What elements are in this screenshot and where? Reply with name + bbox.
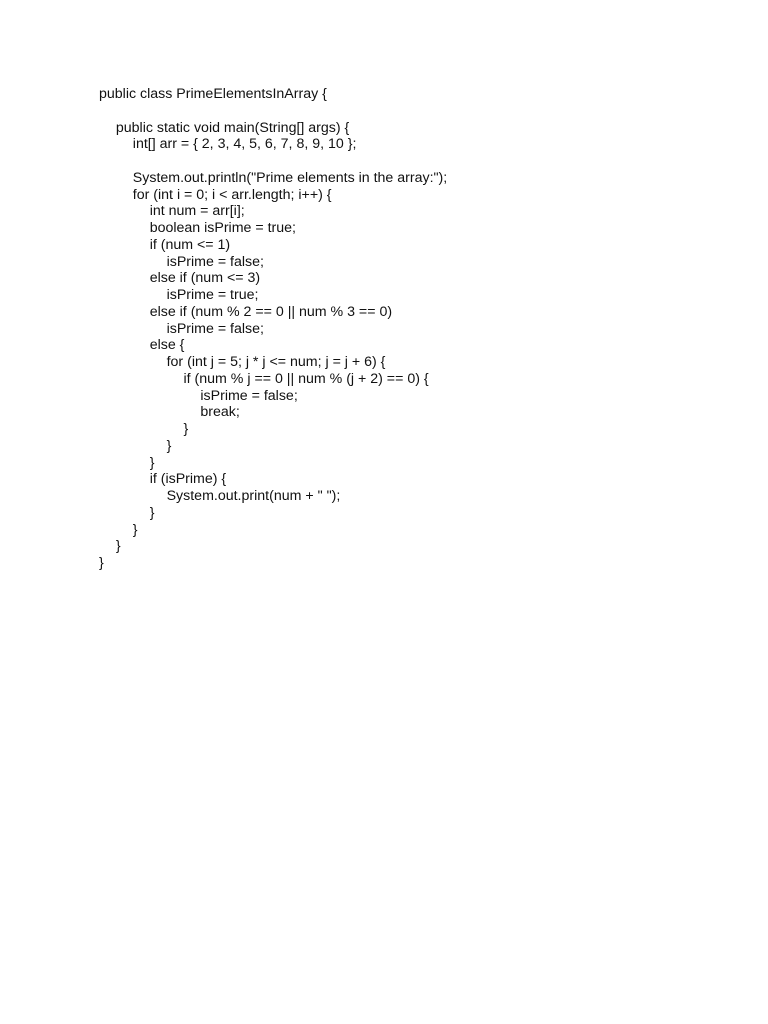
code-line: else if (num <= 3)	[149, 270, 261, 287]
code-line: int[] arr = { 2, 3, 4, 5, 6, 7, 8, 9, 10 };	[132, 136, 357, 153]
code-line: for (int i = 0; i < arr.length; i++) {	[132, 186, 332, 203]
code-line: int num = arr[i];	[149, 203, 245, 220]
code-line: }	[183, 421, 189, 437]
code-line: }	[166, 437, 172, 454]
code-line: }	[149, 504, 155, 521]
code-line: if (num % j == 0 || num % (j + 2) == 0) {	[183, 370, 429, 387]
code-line: isPrime = false;	[166, 253, 264, 270]
code-line: break;	[200, 404, 240, 421]
code-line: if (isPrime) {	[149, 471, 227, 488]
code-line: boolean isPrime = true;	[149, 220, 296, 236]
code-line: System.out.print(num + " ");	[166, 488, 341, 504]
code-line: isPrime = false;	[200, 387, 298, 404]
code-line	[99, 103, 447, 120]
code-block	[99, 86, 447, 572]
code-line: else if (num % 2 == 0 || num % 3 == 0)	[149, 303, 393, 320]
code-line: isPrime = false;	[166, 320, 264, 337]
code-line: isPrime = true;	[166, 287, 259, 303]
code-line: public class PrimeElementsInArray {	[99, 86, 327, 102]
code-line: public static void main(String[] args) {	[115, 119, 350, 136]
code-line: }	[149, 454, 155, 471]
code-line: else {	[149, 337, 185, 354]
code-line: }	[99, 555, 104, 571]
code-line: }	[115, 538, 121, 555]
code-line: }	[132, 521, 138, 538]
code-line: for (int j = 5; j * j <= num; j = j + 6) {	[166, 354, 386, 370]
code-line: System.out.println("Prime elements in the array:");	[132, 169, 448, 186]
code-line	[99, 153, 447, 170]
code-line: if (num <= 1)	[149, 236, 231, 253]
